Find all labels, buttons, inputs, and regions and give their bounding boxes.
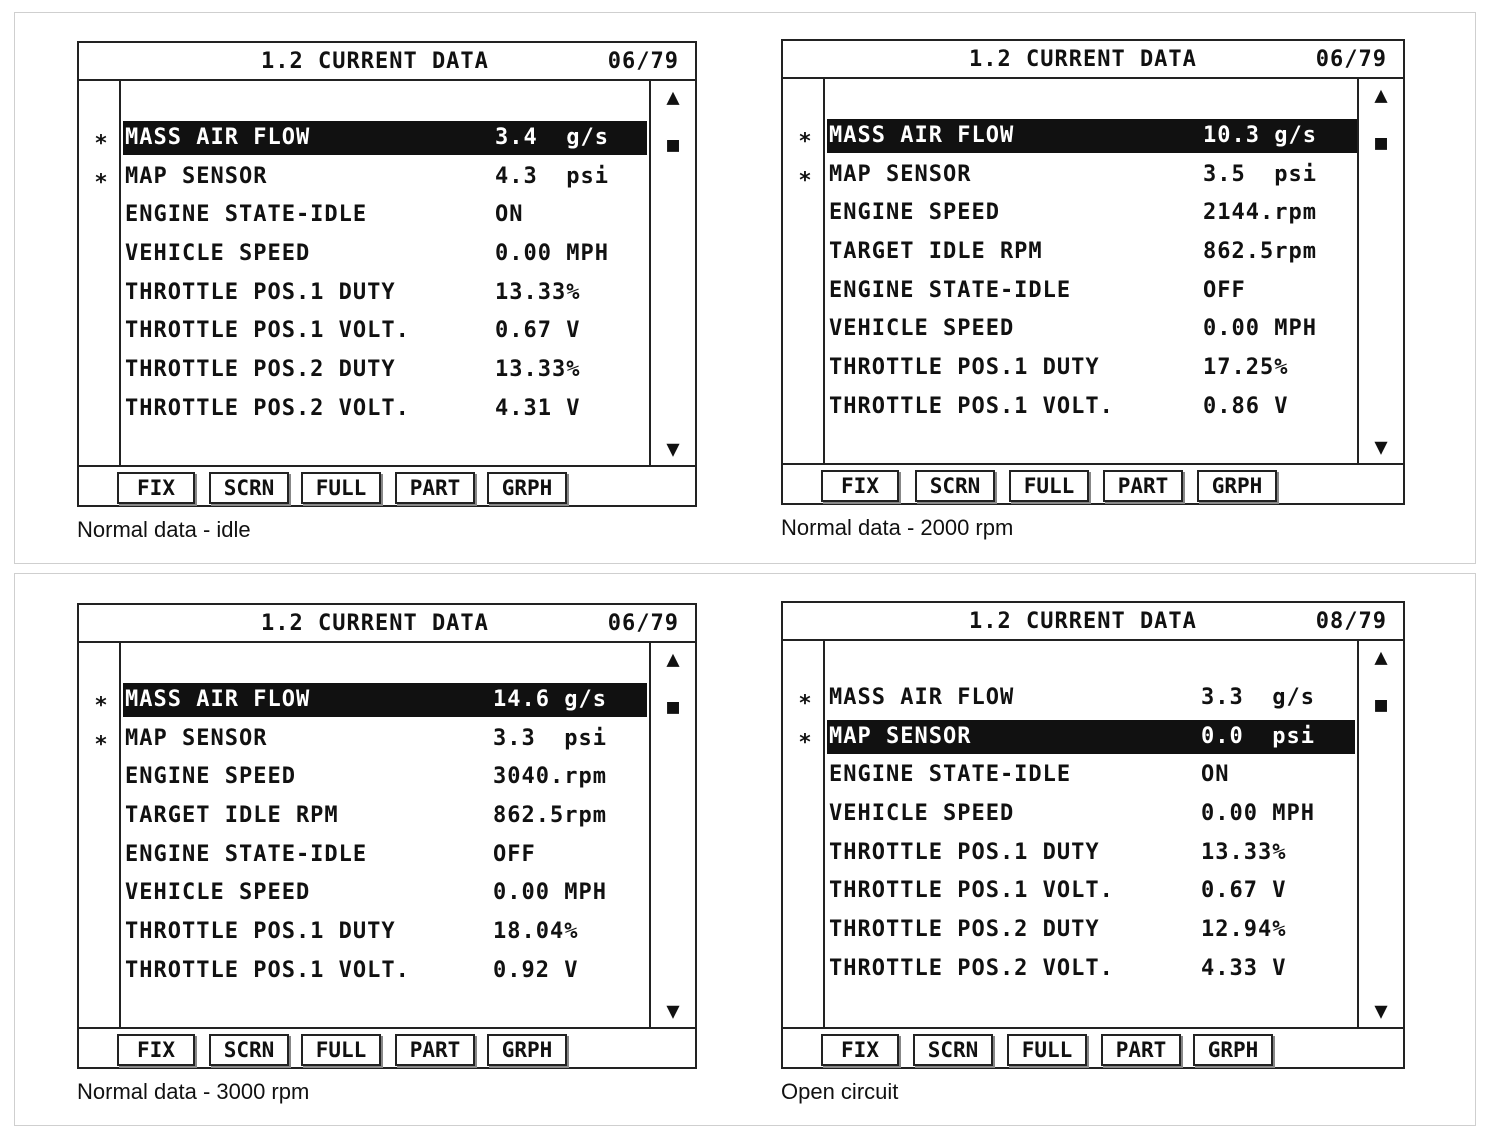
data-list xyxy=(783,681,1353,991)
row-value: 14.6 g/s xyxy=(493,687,607,712)
asterisk-icon: ∗ xyxy=(798,163,812,189)
asterisk-icon: ∗ xyxy=(798,725,812,751)
row-label: MASS AIR FLOW xyxy=(125,687,311,712)
row-label: VEHICLE SPEED xyxy=(125,880,311,906)
data-row[interactable] xyxy=(783,351,1353,390)
row-label: VEHICLE SPEED xyxy=(125,241,311,267)
scrollbar[interactable] xyxy=(1357,79,1403,465)
page-counter: 06/79 xyxy=(607,611,679,636)
row-label: ENGINE SPEED xyxy=(829,200,1000,226)
screen-title: 1.2 CURRENT DATA xyxy=(969,47,1197,72)
row-label: MASS AIR FLOW xyxy=(829,123,1015,148)
data-row[interactable] xyxy=(79,954,649,993)
row-value: 0.0 psi xyxy=(1201,723,1315,749)
row-label: THROTTLE POS.1 VOLT. xyxy=(125,957,410,983)
row-value: 3.3 psi xyxy=(493,725,607,751)
data-row[interactable] xyxy=(783,913,1353,952)
panel-caption: Normal data - idle xyxy=(77,517,251,542)
data-row-mass-air-flow[interactable] xyxy=(783,119,1353,158)
row-label: ENGINE STATE-IDLE xyxy=(829,277,1072,303)
row-label: TARGET IDLE RPM xyxy=(125,803,339,829)
scrollbar[interactable] xyxy=(1357,641,1403,1029)
row-label: THROTTLE POS.2 VOLT. xyxy=(125,395,410,421)
row-label: THROTTLE POS.2 DUTY xyxy=(125,357,396,383)
data-row-map-sensor[interactable] xyxy=(79,160,649,199)
full-button[interactable]: FULL xyxy=(301,472,381,504)
row-label: ENGINE STATE-IDLE xyxy=(125,202,368,228)
full-button[interactable]: FULL xyxy=(1007,1034,1087,1066)
row-value: 3.4 g/s xyxy=(495,125,609,150)
data-list xyxy=(79,683,649,993)
screen-header xyxy=(783,603,1403,641)
scan-panel-3000-rpm xyxy=(77,603,697,1113)
data-row[interactable] xyxy=(783,952,1353,991)
scan-screen xyxy=(781,39,1405,505)
page-counter: 08/79 xyxy=(1315,609,1387,634)
data-row[interactable] xyxy=(79,198,649,237)
row-value: 13.33% xyxy=(495,279,581,305)
row-value: 0.86 V xyxy=(1203,393,1289,419)
function-key-bar xyxy=(79,1027,695,1067)
row-value: 2144.rpm xyxy=(1203,200,1317,226)
scrollbar[interactable] xyxy=(649,81,695,467)
row-value: 3040.rpm xyxy=(493,764,607,790)
fix-button[interactable]: FIX xyxy=(117,472,195,504)
row-value: 3.5 psi xyxy=(1203,161,1317,187)
panel-caption: Normal data - 2000 rpm xyxy=(781,515,1014,540)
data-row[interactable] xyxy=(79,838,649,877)
asterisk-icon: ∗ xyxy=(94,127,108,152)
part-button[interactable]: PART xyxy=(1101,1034,1181,1066)
scroll-down-icon[interactable]: ▼ xyxy=(1374,435,1388,460)
scroll-down-icon[interactable]: ▼ xyxy=(666,437,680,462)
row-label: MASS AIR FLOW xyxy=(125,125,311,150)
scrn-button[interactable]: SCRN xyxy=(915,470,995,502)
row-value: 10.3 g/s xyxy=(1203,123,1317,148)
row-label: THROTTLE POS.1 DUTY xyxy=(829,839,1100,865)
row-label: MAP SENSOR xyxy=(125,725,268,751)
row-value: ON xyxy=(495,202,524,228)
row-value: 0.00 MPH xyxy=(495,241,609,267)
row-value: 13.33% xyxy=(495,357,581,383)
row-label: THROTTLE POS.1 VOLT. xyxy=(829,878,1114,904)
full-button[interactable]: FULL xyxy=(301,1034,381,1066)
data-row[interactable] xyxy=(79,760,649,799)
grph-button[interactable]: GRPH xyxy=(1197,470,1277,502)
row-label: THROTTLE POS.2 DUTY xyxy=(829,917,1100,943)
row-label: MASS AIR FLOW xyxy=(829,685,1015,710)
panel-caption: Open circuit xyxy=(781,1079,899,1104)
row-value: 0.00 MPH xyxy=(1203,316,1317,342)
data-row[interactable] xyxy=(79,353,649,392)
function-key-bar xyxy=(783,463,1403,503)
row-value: ON xyxy=(1201,762,1230,788)
row-value: 12.94% xyxy=(1201,917,1287,943)
data-list xyxy=(783,119,1353,429)
data-row[interactable] xyxy=(783,758,1353,797)
asterisk-icon: ∗ xyxy=(94,165,108,191)
row-value: 4.31 V xyxy=(495,395,581,421)
row-label: MAP SENSOR xyxy=(125,163,268,189)
data-row-mass-air-flow[interactable] xyxy=(783,681,1353,720)
row-value: 0.67 V xyxy=(495,318,581,344)
row-label: THROTTLE POS.2 VOLT. xyxy=(829,955,1114,981)
scan-panel-open-circuit xyxy=(781,601,1405,1111)
row-value: 3.3 g/s xyxy=(1201,685,1315,710)
grph-button[interactable]: GRPH xyxy=(487,1034,567,1066)
row-value: OFF xyxy=(1203,277,1246,303)
data-row[interactable] xyxy=(783,312,1353,351)
row-value: 17.25% xyxy=(1203,355,1289,381)
row-label: ENGINE SPEED xyxy=(125,764,296,790)
data-row[interactable] xyxy=(783,836,1353,875)
scroll-thumb-icon[interactable]: ■ xyxy=(666,132,680,156)
screen-header xyxy=(783,41,1403,79)
row-value: 4.33 V xyxy=(1201,955,1287,981)
scan-screen xyxy=(77,41,697,507)
data-row[interactable] xyxy=(783,196,1353,235)
data-row[interactable] xyxy=(79,314,649,353)
row-label: VEHICLE SPEED xyxy=(829,316,1015,342)
row-value: 0.67 V xyxy=(1201,878,1287,904)
scan-screen xyxy=(77,603,697,1069)
data-row[interactable] xyxy=(79,392,649,431)
screen-header xyxy=(79,43,695,81)
data-row[interactable] xyxy=(783,274,1353,313)
data-row[interactable] xyxy=(783,874,1353,913)
scroll-thumb-icon[interactable]: ■ xyxy=(1374,130,1388,154)
scan-screen xyxy=(781,601,1405,1069)
row-value: 13.33% xyxy=(1201,839,1287,865)
data-row[interactable] xyxy=(783,390,1353,429)
asterisk-icon: ∗ xyxy=(798,687,812,712)
row-label: ENGINE STATE-IDLE xyxy=(125,841,368,867)
scroll-up-icon[interactable]: ▲ xyxy=(666,85,680,110)
row-value: 0.00 MPH xyxy=(1201,801,1315,827)
row-label: MAP SENSOR xyxy=(829,161,972,187)
fix-button[interactable]: FIX xyxy=(821,470,899,502)
data-row[interactable] xyxy=(79,876,649,915)
data-row[interactable] xyxy=(79,915,649,954)
part-button[interactable]: PART xyxy=(1103,470,1183,502)
data-row-map-sensor[interactable] xyxy=(783,720,1353,759)
data-row-map-sensor[interactable] xyxy=(79,722,649,761)
part-button[interactable]: PART xyxy=(395,472,475,504)
screen-title: 1.2 CURRENT DATA xyxy=(261,49,489,74)
row-value: 862.5rpm xyxy=(493,803,607,829)
data-row-mass-air-flow[interactable] xyxy=(79,121,649,160)
scroll-thumb-icon[interactable]: ■ xyxy=(666,694,680,718)
scan-panel-idle xyxy=(77,41,697,551)
scrollbar[interactable] xyxy=(649,643,695,1029)
scroll-up-icon[interactable]: ▲ xyxy=(1374,83,1388,108)
data-row[interactable] xyxy=(783,797,1353,836)
page-counter: 06/79 xyxy=(607,49,679,74)
row-label: TARGET IDLE RPM xyxy=(829,239,1043,265)
row-value: 0.00 MPH xyxy=(493,880,607,906)
screen-header xyxy=(79,605,695,643)
asterisk-icon: ∗ xyxy=(94,727,108,753)
data-row[interactable] xyxy=(79,237,649,276)
grph-button[interactable]: GRPH xyxy=(1193,1034,1273,1066)
row-label: THROTTLE POS.1 DUTY xyxy=(125,919,396,945)
asterisk-icon: ∗ xyxy=(798,125,812,150)
data-row[interactable] xyxy=(79,276,649,315)
function-key-bar xyxy=(783,1027,1403,1067)
row-value: OFF xyxy=(493,841,536,867)
fix-button[interactable]: FIX xyxy=(117,1034,195,1066)
scroll-down-icon[interactable]: ▼ xyxy=(1374,999,1388,1024)
row-label: THROTTLE POS.1 DUTY xyxy=(125,279,396,305)
function-key-bar xyxy=(79,465,695,505)
data-list xyxy=(79,121,649,431)
scan-panel-2000-rpm xyxy=(781,39,1405,549)
fix-button[interactable]: FIX xyxy=(821,1034,899,1066)
row-value: 18.04% xyxy=(493,919,579,945)
scroll-up-icon[interactable]: ▲ xyxy=(666,647,680,672)
row-label: ENGINE STATE-IDLE xyxy=(829,762,1072,788)
panel-caption: Normal data - 3000 rpm xyxy=(77,1079,310,1104)
row-value: 4.3 psi xyxy=(495,163,609,189)
row-value: 0.92 V xyxy=(493,957,579,983)
scrn-button[interactable]: SCRN xyxy=(209,472,289,504)
scroll-down-icon[interactable]: ▼ xyxy=(666,999,680,1024)
scroll-up-icon[interactable]: ▲ xyxy=(1374,645,1388,670)
scrn-button[interactable]: SCRN xyxy=(209,1034,289,1066)
data-row[interactable] xyxy=(783,235,1353,274)
data-row[interactable] xyxy=(79,799,649,838)
data-row-map-sensor[interactable] xyxy=(783,158,1353,197)
scroll-thumb-icon[interactable]: ■ xyxy=(1374,692,1388,716)
grph-button[interactable]: GRPH xyxy=(487,472,567,504)
data-row-mass-air-flow[interactable] xyxy=(79,683,649,722)
screen-title: 1.2 CURRENT DATA xyxy=(969,609,1197,634)
page-counter: 06/79 xyxy=(1315,47,1387,72)
asterisk-icon: ∗ xyxy=(94,689,108,714)
scrn-button[interactable]: SCRN xyxy=(913,1034,993,1066)
row-label: THROTTLE POS.1 DUTY xyxy=(829,355,1100,381)
part-button[interactable]: PART xyxy=(395,1034,475,1066)
full-button[interactable]: FULL xyxy=(1009,470,1089,502)
screen-title: 1.2 CURRENT DATA xyxy=(261,611,489,636)
row-value: 862.5rpm xyxy=(1203,239,1317,265)
row-label: MAP SENSOR xyxy=(829,723,972,749)
row-label: VEHICLE SPEED xyxy=(829,801,1015,827)
row-label: THROTTLE POS.1 VOLT. xyxy=(125,318,410,344)
row-label: THROTTLE POS.1 VOLT. xyxy=(829,393,1114,419)
